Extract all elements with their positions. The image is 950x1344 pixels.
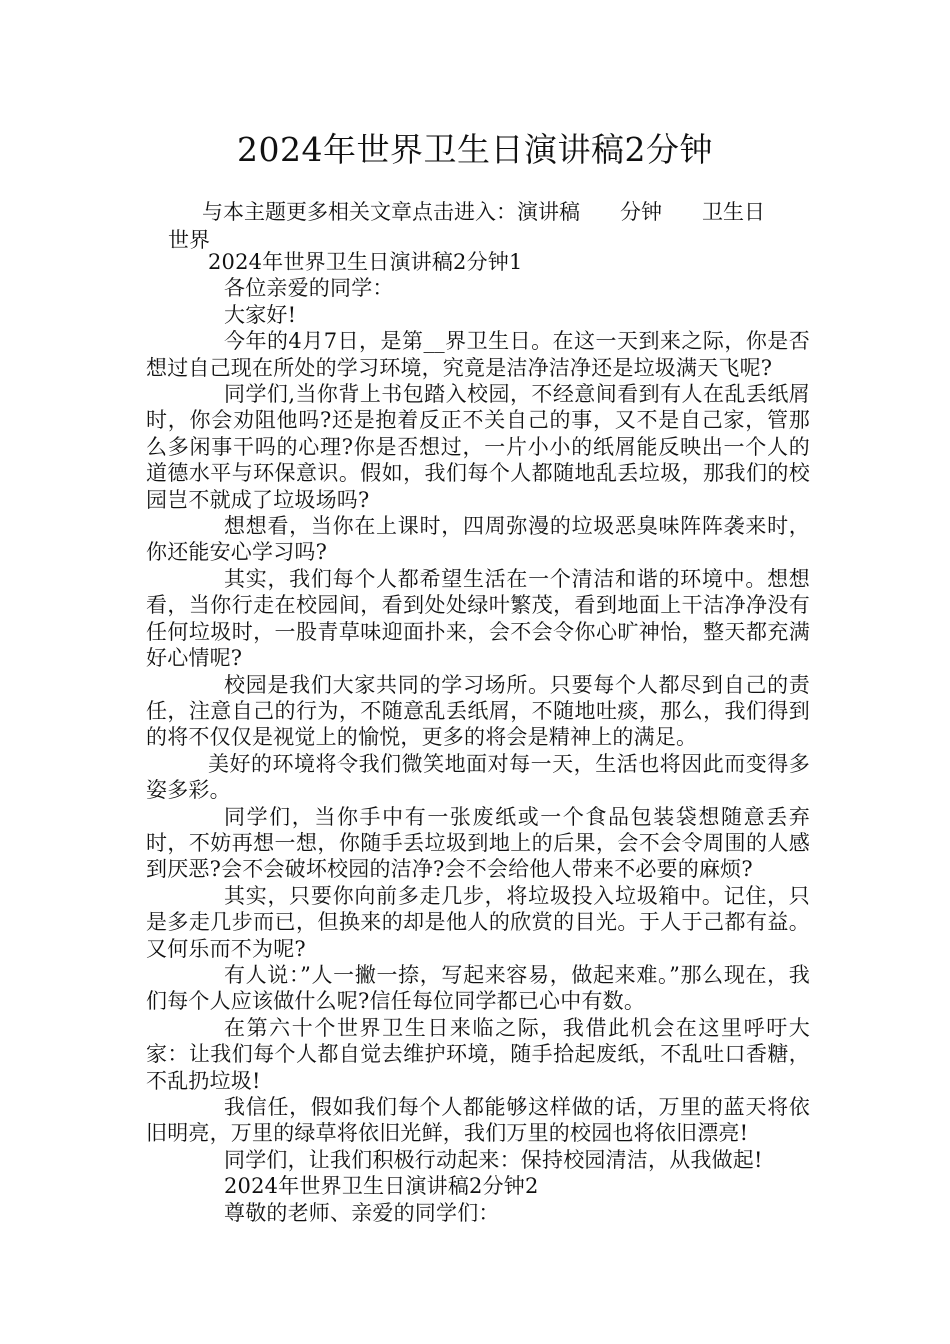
salutation: 尊敬的老师、亲爱的同学们： (224, 1200, 500, 1225)
paragraph: 同学们，当你手中有一张废纸或一个食品包装袋想随意丢弃时，不妨再想一想，你随手丢垃圾到地上的后果，会不会令周围的人感到厌恶?会不会破坏校园的洁净?会不会给他人带来不必要的麻烦? (146, 804, 810, 882)
speech-heading-2: 2024年世界卫生日演讲稿2分钟2 (224, 1174, 539, 1199)
related-link-minutes[interactable]: 分钟 (620, 200, 662, 224)
salutation: 各位亲爱的同学： (224, 276, 394, 301)
paragraph: 今年的4月7日，是第__界卫生日。在这一天到来之际，你是否想过自己现在所处的学习环境，究竟是洁净洁净还是垃圾满天飞呢? (146, 329, 810, 380)
page-title: 2024年世界卫生日演讲稿2分钟 (237, 130, 713, 169)
paragraph: 有人说：”人一撇一捺，写起来容易，做起来难。”那么现在，我们每个人应该做什么呢?信任每位同学都已心中有数。 (146, 962, 810, 1014)
paragraph: 其实，只要你向前多走几步，将垃圾投入垃圾箱中。记住，只是多走几步而已，但换来的却是他人的欣赏的目光。于人于己都有益。又何乐而不为呢? (146, 883, 810, 961)
related-link-health-day[interactable]: 卫生日 (702, 200, 765, 224)
paragraph: 想想看，当你在上课时，四周弥漫的垃圾恶臭味阵阵袭来时，你还能安心学习吗? (146, 514, 810, 565)
related-link-speech[interactable]: 演讲稿 (517, 200, 580, 224)
related-link-world[interactable]: 世界 (168, 228, 210, 252)
paragraph: 校园是我们大家共同的学习场所。只要每个人都尽到自己的责任，注意自己的行为，不随意乱丢纸屑，不随地吐痰，那么，我们得到的将不仅仅是视觉上的愉悦，更多的将会是精神上的满足。 (146, 672, 810, 750)
paragraph: 我信任，假如我们每个人都能够这样做的话，万里的蓝天将依旧明亮，万里的绿草将依旧光鲜，我们万里的校园也将依旧漂亮! (146, 1095, 810, 1146)
paragraph: 同学们，让我们积极行动起来：保持校园清洁，从我做起! (224, 1147, 763, 1172)
paragraph: 其实，我们每个人都希望生活在一个清洁和谐的环境中。想想看，当你行走在校园间，看到处处绿叶繁茂，看到地面上干洁净净没有任何垃圾时，一股青草味迎面扑来，会不会令你心旷神怡，整天都充满好心情呢? (146, 566, 810, 671)
speech-heading-1: 2024年世界卫生日演讲稿2分钟1 (208, 250, 523, 274)
greeting: 大家好! (224, 302, 297, 327)
related-lead-text: 与本主题更多相关文章点击进入： (202, 200, 517, 224)
related-first-line (146, 198, 816, 226)
paragraph: 同学们,当你背上书包踏入校园，不经意间看到有人在乱丢纸屑时，你会劝阻他吗?还是抱着反正不关自己的事，又不是自己家，管那么多闲事干吗的心理?你是否想过，一片小小的纸屑能反映出一个人的道德水平与环保意识。假如，我们每个人都随地乱丢垃圾，那我们的校园岂不就成了垃圾场吗? (146, 382, 810, 512)
paragraph: 在第六十个世界卫生日来临之际，我借此机会在这里呼吁大家：让我们每个人都自觉去维护环境，随手拾起废纸，不乱吐口香糖，不乱扔垃圾! (146, 1015, 810, 1093)
related-articles (146, 198, 816, 254)
speech-body (146, 249, 810, 1226)
paragraph: 美好的环境将令我们微笑地面对每一天，生活也将因此而变得多姿多彩。 (146, 751, 810, 803)
